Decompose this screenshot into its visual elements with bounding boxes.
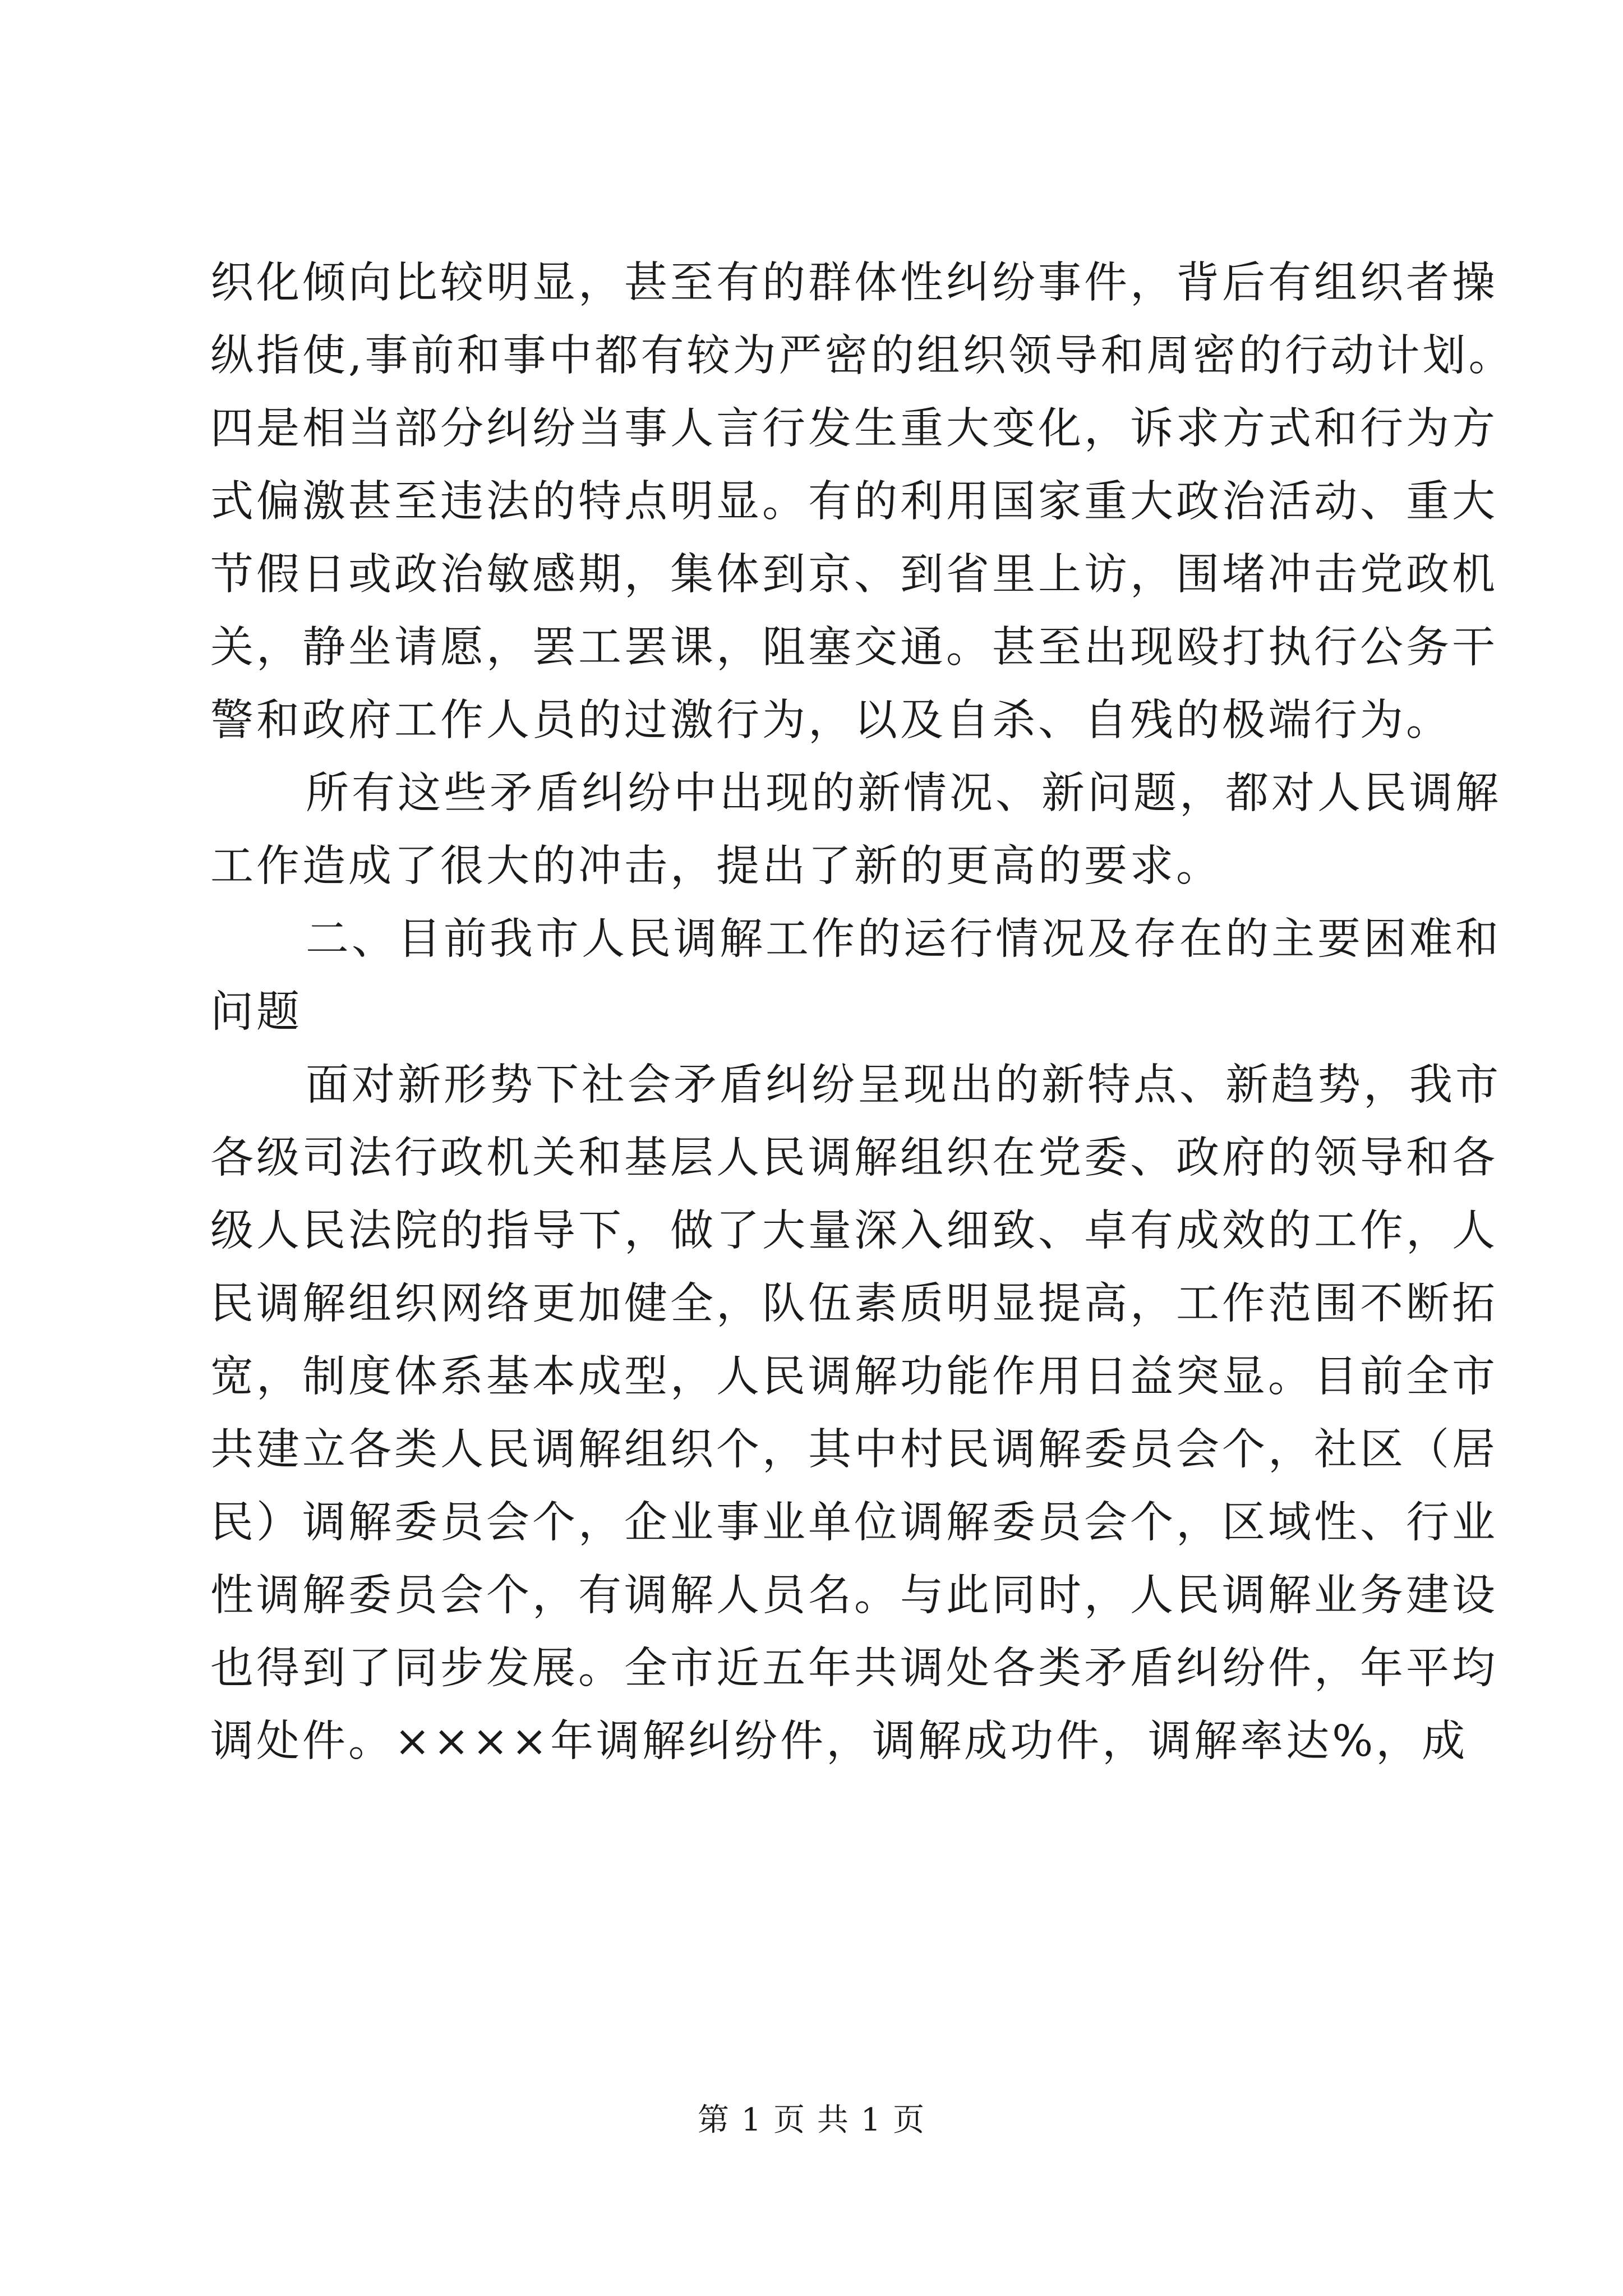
text-line-15: 民调解组织网络更加健全，队伍素质明显提高，工作范围不断拓 (210, 1279, 1498, 1329)
paragraph-start-line-8: 所有这些矛盾纠纷中出现的新情况、新问题，都对人民调解 (306, 769, 1501, 818)
text-line-13: 各级司法行政机关和基层人民调解组织在党委、政府的领导和各 (210, 1133, 1498, 1183)
text-line-17: 共建立各类人民调解组织个，其中村民调解委员会个，社区（居 (210, 1425, 1498, 1475)
paragraph-start-line-12: 面对新形势下社会矛盾纠纷呈现出的新特点、新趋势，我市 (306, 1060, 1501, 1110)
text-line-6: 关，静坐请愿，罢工罢课，阻塞交通。甚至出现殴打执行公务干 (210, 623, 1498, 673)
text-line-9: 工作造成了很大的冲击，提出了新的更高的要求。 (210, 841, 1222, 891)
section-heading-line-1: 二、目前我市人民调解工作的运行情况及存在的主要困难和 (306, 914, 1501, 964)
text-line-20: 也得到了同步发展。全市近五年共调处各类矛盾纠纷件，年平均 (210, 1644, 1498, 1694)
text-line-21: 调处件。××××年调解纠纷件，调解成功件，调解率达%，成 (210, 1717, 1468, 1766)
section-heading-line-2: 问题 (210, 987, 302, 1037)
text-line-3: 四是相当部分纠纷当事人言行发生重大变化，诉求方式和行为方 (210, 404, 1498, 454)
text-line-19: 性调解委员会个，有调解人员名。与此同时，人民调解业务建设 (210, 1571, 1498, 1621)
page-number-footer: 第 1 页 共 1 页 (697, 2102, 926, 2138)
text-line-4: 式偏激甚至违法的特点明显。有的利用国家重大政治活动、重大 (210, 477, 1498, 527)
text-line-7: 警和政府工作人员的过激行为，以及自杀、自残的极端行为。 (210, 696, 1452, 746)
text-line-14: 级人民法院的指导下，做了大量深入细致、卓有成效的工作，人 (210, 1206, 1498, 1256)
text-line-2: 纵指使,事前和事中都有较为严密的组织领导和周密的行动计划。 (210, 331, 1515, 381)
document-body (210, 247, 1515, 1778)
text-line-1: 织化倾向比较明显，甚至有的群体性纠纷事件，背后有组织者操 (210, 258, 1498, 308)
text-line-18: 民）调解委员会个，企业事业单位调解委员会个，区域性、行业 (210, 1498, 1498, 1548)
text-line-5: 节假日或政治敏感期，集体到京、到省里上访，围堵冲击党政机 (210, 550, 1498, 600)
text-line-16: 宽，制度体系基本成型，人民调解功能作用日益突显。目前全市 (210, 1352, 1498, 1402)
